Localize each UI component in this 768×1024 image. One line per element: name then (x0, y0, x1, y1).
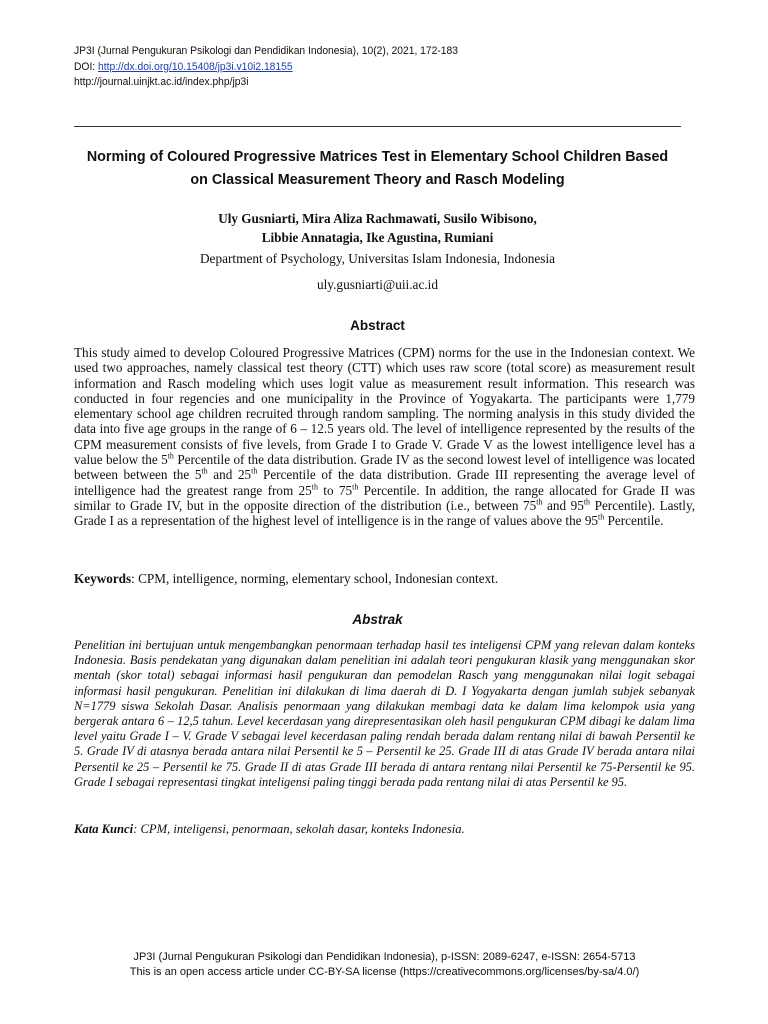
superscript: th (201, 466, 208, 476)
superscript: th (598, 512, 605, 522)
abstract-text: Percentile. (604, 513, 664, 529)
keywords (74, 571, 695, 587)
superscript: th (167, 451, 174, 461)
author-list (74, 209, 681, 247)
journal-header (74, 44, 458, 91)
keywords-text: : CPM, intelligence, norming, elementary school, Indonesian context. (131, 571, 499, 586)
title-line-2: on Classical Measurement Theory and Rasch Modeling (190, 172, 565, 188)
journal-citation: JP3I (Jurnal Pengukuran Psikologi dan Pendidikan Indonesia), 10(2), 2021, 172-183 (74, 45, 458, 57)
superscript: th (536, 497, 543, 507)
footer-license: This is an open access article under CC-BY-SA license (https://creativecommons.org/licenses/by-sa/4.0/) (129, 965, 640, 978)
kata-kunci-label: Kata Kunci (74, 822, 134, 836)
superscript: th (352, 482, 359, 492)
abstract-text: and 95 (542, 497, 584, 513)
abstrak-body: Penelitian ini bertujuan untuk mengembangkan penormaan terhadap hasil tes inteligensi CPM yang relevan dalam konteks Indonesia. Basis pendekatan yang digunakan dalam penelitian ini adalah teori pengukuran klasik yang menggunakan skor mentah (skor total) sebagai informasi hasil pengukuran dan pemodelan Rasch yang menggunakan nilai logit sebagai informasi hasil pengukuran. Penelitian ini dilakukan di lima daerah di D. I Yogyakarta dengan jumlah subjek sebanyak N=1779 siswa Sekolah Dasar. Analisis penormaan yang dilakukan membagi data ke dalam lima kelompok usia yang bergerak antara 6 – 12,5 tahun. Level kecerdasan yang direpresentasikan oleh hasil pengukuran CPM dibagi ke dalam lima level yaitu Grade I – V. Grade V sebagai level kecerdasan paling rendah berada dalam rentang nilai di bawah Persentil ke 5. Grade IV di atasnya berada antara nilai Persentil ke 5 – Persentil ke 25. Grade III di atas Grade IV berada antara nilai Persentil ke 25 – Persentil ke 75. Grade II di atas Grade III berada di antara rentang nilai Persentil ke 75-Persentil ke 95. Grade I sebagai representasi tingkat inteligensi paling tinggi berada pada rentang nilai di atas Persentil ke 95. (74, 638, 695, 789)
journal-url[interactable]: http://journal.uinjkt.ac.id/index.php/jp3i (74, 76, 249, 88)
doi-line (74, 60, 458, 76)
title-line-1: Norming of Coloured Progressive Matrices Test in Elementary School Children Based (86, 149, 669, 165)
superscript: th (251, 466, 258, 476)
abstract-text: Percentile of the data distribution. Grade III representing the average level of intelligence had the greatest range from 25 (74, 467, 695, 498)
abstract-text: to 75 (317, 482, 353, 498)
abstract-heading: Abstract (350, 318, 405, 333)
abstract-body (74, 345, 695, 529)
keywords-label: Keywords (74, 571, 132, 586)
abstrak-heading: Abstrak (352, 612, 403, 627)
page-footer (74, 950, 695, 979)
doi-label: DOI: (74, 60, 96, 73)
kata-kunci (74, 822, 695, 837)
abstract-text: Percentile of the data distribution. Grade IV as the second lowest level of intelligence was located between between the 5 (74, 452, 695, 483)
abstract-text: Percentile). Lastly, Grade I as a representation of the highest level of intelligence is in the range of values above the 95 (74, 497, 696, 529)
header-divider (74, 126, 681, 127)
affiliation: Department of Psychology, Universitas Islam Indonesia, Indonesia (199, 251, 556, 266)
kata-kunci-text: : CPM, inteligensi, penormaan, sekolah dasar, konteks Indonesia. (133, 822, 465, 836)
abstract-text: This study aimed to develop Coloured Progressive Matrices (CPM) norms for the use in the Indonesian context. We used two approaches, namely classical test theory (CTT) which uses raw score (total score) as measurement result information and Rasch modeling which uses logit value as measurement result information. This research was conducted in four regencies and one municipality in the Province of Yogyakarta. The participants were 1,779 elementary school age children recruited through random sampling. The norming analysis in this study divided the data into five age groups in the range of 6 – 12.5 years old. The level of intelligence represented by the results of the CPM measurement consists of five levels, from Grade I to Grade V. Grade V as the lowest intelligence level has a value below the 5 (74, 345, 695, 468)
abstract-text: and 25 (207, 467, 252, 483)
authors-line-2: Libbie Annatagia, Ike Agustina, Rumiani (261, 230, 494, 245)
authors-line-1: Uly Gusniarti, Mira Aliza Rachmawati, Susilo Wibisono, (218, 211, 537, 226)
author-email[interactable]: uly.gusniarti@uii.ac.id (316, 277, 439, 292)
superscript: th (311, 482, 318, 492)
paper-title (74, 146, 681, 192)
abstract-text: Percentile. In addition, the range allocated for Grade II was similar to Grade IV, but in the opposite direction of the distribution (i.e., between 75 (74, 482, 695, 513)
footer-issn: JP3I (Jurnal Pengukuran Psikologi dan Pendidikan Indonesia), p-ISSN: 2089-6247, e-ISSN: 2654-5713 (133, 951, 636, 963)
doi-link[interactable]: http://dx.doi.org/10.15408/jp3i.v10i2.18155 (98, 60, 293, 73)
superscript: th (583, 497, 591, 507)
